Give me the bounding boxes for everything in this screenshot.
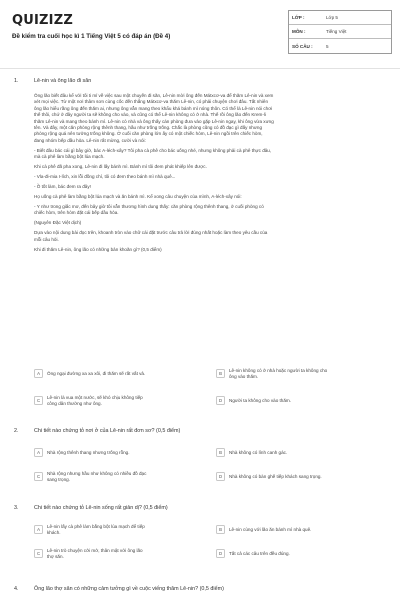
answer-option-d[interactable] (216, 469, 386, 484)
option-text-line: sang trọng. (47, 476, 70, 482)
option-text (47, 524, 145, 536)
option-text-line: ông vào thăm. (229, 373, 259, 379)
option-text-line: Ông ngại đường xa xa xôi, đi thăm sẽ rất vất vả. (47, 370, 146, 376)
passage-line: - Vla-đi-mia I-lích, xin lỗi đồng chí, tôi có đem theo bánh mì nhà quê... (34, 174, 176, 180)
option-text (229, 398, 291, 404)
meta-label: MÔN : (292, 29, 306, 34)
meta-value: 5 (326, 43, 329, 49)
passage-line: tên. Và đây, một căn phòng rộng thênh thang, hầu như trống trống. Chắc là phòng cũng có đồ đạc gì đấy nhưng (34, 124, 263, 130)
page-title: Đề kiểm tra cuối học kì 1 Tiếng Việt 5 có đáp án (Đề 4) (12, 33, 171, 40)
question-number: 1. (14, 78, 19, 84)
answer-option-b[interactable] (216, 522, 386, 537)
option-letter-box: C (34, 549, 43, 558)
option-letter-box: D (216, 472, 225, 481)
answer-option-d[interactable] (216, 393, 386, 408)
question-number: 2. (14, 428, 19, 434)
answer-option-a[interactable] (34, 522, 204, 537)
option-letter-box: C (34, 396, 43, 405)
option-text (229, 474, 322, 480)
answer-option-c[interactable] (34, 546, 204, 561)
option-text-line: thợ săn. (47, 553, 64, 559)
question-title: Ông lão thợ săn có những cảm tưởng gì về cuộc viếng thăm Lê-nin? (0,5 điểm) (34, 586, 224, 592)
option-text-line: Tất cả các câu trên đều đúng. (229, 550, 290, 556)
answer-option-a[interactable] (34, 366, 204, 381)
answer-option-a[interactable] (34, 445, 204, 460)
option-text (229, 527, 311, 533)
passage-line: Khi cà phê đã pha xong, Lê-nin đi lấy bánh mì. Bánh mì tôi đem phát khiếp lên được. (34, 164, 207, 170)
option-text (229, 551, 290, 557)
passage-line: chiếc hòm, trên hòm đặt cái bếp dầu hỏa. (34, 210, 119, 216)
option-letter-box: B (216, 448, 225, 457)
option-letter-box: B (216, 525, 225, 534)
option-text-line: Lê-nin không có ở nhà hoặc người ta không cho (229, 367, 328, 373)
passage-line: - Ồ tốt làm, bác đem ra đây! (34, 184, 91, 190)
passage-line: - Y như trong giấc mơ, đến bây giờ tôi vẫn thương hình dung thấy: căn phòng rộng thênh thang, ở cuối phòng có (34, 204, 264, 210)
option-letter-box: D (216, 549, 225, 558)
meta-table (288, 10, 392, 54)
passage-line: - Biết đâu bác cái gì bây giờ, bác A-léch-xây? Tôi pha cà phê cho bác uống nhé, nhưng không phải cà phê thực đâu, (34, 147, 272, 153)
option-letter-box: A (34, 448, 43, 457)
option-text-line: Người ta không cho vào thăm. (229, 397, 292, 403)
option-text-line: Lê-nin lấy cà phê làm bằng bột lúa mạch để tiếp (47, 523, 145, 529)
question-number: 4. (14, 586, 19, 592)
option-text (229, 368, 327, 380)
meta-row-class (289, 11, 391, 25)
worksheet-header (0, 0, 400, 68)
answer-option-c[interactable] (34, 469, 204, 484)
option-text (47, 471, 146, 483)
quizizz-logo: QUIZIZZ (12, 13, 73, 28)
option-text (229, 450, 287, 456)
option-text (47, 395, 143, 407)
option-letter-box: B (216, 369, 225, 378)
option-text (47, 371, 145, 377)
option-text-line: Nhà không có lính canh gác. (229, 449, 288, 455)
passage-line: thăm Lê-nin và mang theo bánh mì. Lê-nin có nhà và ông thấy cán phòng đưa vào gặp Lê-nin ngay, khi ông vừa xưng (34, 118, 274, 124)
question-title: Chi tiết nào chứng tỏ Lê-nin sống rất giản dị? (0,5 điểm) (34, 505, 168, 511)
option-letter-box: D (216, 396, 225, 405)
question-title: Chi tiết nào chứng tỏ nơi ở của Lê-nin rất đơn sơ? (0,5 điểm) (34, 428, 181, 434)
question-title: Lê-nin và ông lão đi săn (34, 78, 92, 84)
passage-line: Dựa vào nội dung bài đọc trên, khoanh tròn vào chữ cái đặt trước câu trả lời đúng nhất hoặc làm theo yêu cầu của (34, 230, 268, 236)
passage-line: mà cà phê làm bằng bột lúa mạch. (34, 154, 105, 160)
passage-line: (Nguyên Đặc Việt dịch) (34, 220, 82, 226)
option-letter-box: A (34, 525, 43, 534)
answer-option-b[interactable] (216, 445, 386, 460)
meta-label: LỚP : (292, 15, 305, 20)
passage-line: xét mọi việc. Từ một nơi thâm sơn cùng cốc đến thẳng Mátxcơ-va thăm Lê-nin, có phải chuyện chơi đâu. Tất nhiên (34, 99, 269, 105)
passage-line: Khi đi thăm Lê-nin, ông lão có những bản khoăn gì? (0,5 điểm) (34, 246, 162, 252)
question-number: 3. (14, 505, 19, 511)
meta-row-subject (289, 25, 391, 39)
meta-row-count (289, 39, 391, 53)
option-text (47, 548, 143, 560)
option-text (47, 450, 130, 456)
option-letter-box: A (34, 369, 43, 378)
passage-line: Ông lão biết đâu kể với tôi ti mỉ về việc sau một chuyến đi săn, Lê-nin mời ông đến Mátxcơ-va để thăm Lê-nin và xem (34, 93, 274, 98)
meta-label: SỐ CÂU : (292, 43, 313, 49)
option-letter-box: C (34, 472, 43, 481)
option-text-line: Lê-nin trò chuyện cởi mở, thân mật với ông lão (47, 547, 143, 553)
option-text-line: Lê-nin cùng với lão ăn bánh mì nhà quê. (229, 526, 312, 532)
option-text-line: công dân thường như ông. (47, 400, 102, 406)
passage-line: Họ uống cà phê làm bằng bột lúa mạch và ăn bánh mì. Kể xong câu chuyện của mình, A-léch-xây nói: (34, 194, 242, 200)
header-divider (0, 68, 400, 69)
passage-line: ông lão hiểu rằng ông đến thăm ai, nhưng ông vẫn mang theo khẩu khá bánh mì nóng thôn. Có thể là Lê-nin nói chơi (34, 105, 273, 111)
option-text-line: khách. (47, 529, 61, 535)
passage-line: mỗi câu hỏi. (34, 236, 59, 242)
passage-line: thế thôi, chứ ở đây người ta sẽ không cho vào, và cũng có thể Lê-nin không có ở nhà. Thế rồi ông lão đến Krem-li (34, 112, 266, 118)
answer-option-c[interactable] (34, 393, 204, 408)
option-text-line: Nhà rộng nhưng hầu như không có nhiều đồ đạc (47, 470, 147, 476)
passage-line: phòng rộng quá nên tưởng trống không. Ở cuối căn phòng lớn ấy có một chiếc hòm, Lê-nin ngồi trên chiếc hòm, (34, 131, 263, 137)
option-text-line: Lê-nin là vua một nước, sẽ khó chịu không tiếp (47, 394, 143, 400)
meta-value: Lớp 5 (326, 15, 338, 20)
option-text-line: Nhà không có bàn ghế tiếp khách sang trọng. (229, 473, 322, 479)
answer-option-d[interactable] (216, 546, 386, 561)
option-text-line: Nhà rộng thênh thang nhưng trống rỗng. (47, 449, 130, 455)
reading-passage (34, 93, 388, 253)
answer-option-b[interactable] (216, 366, 386, 381)
passage-line: đang nhóm bếp dầu hỏa. Lê-nin rất mừng, cười và nói: (34, 137, 146, 143)
meta-value: Tiếng Việt (326, 29, 347, 34)
